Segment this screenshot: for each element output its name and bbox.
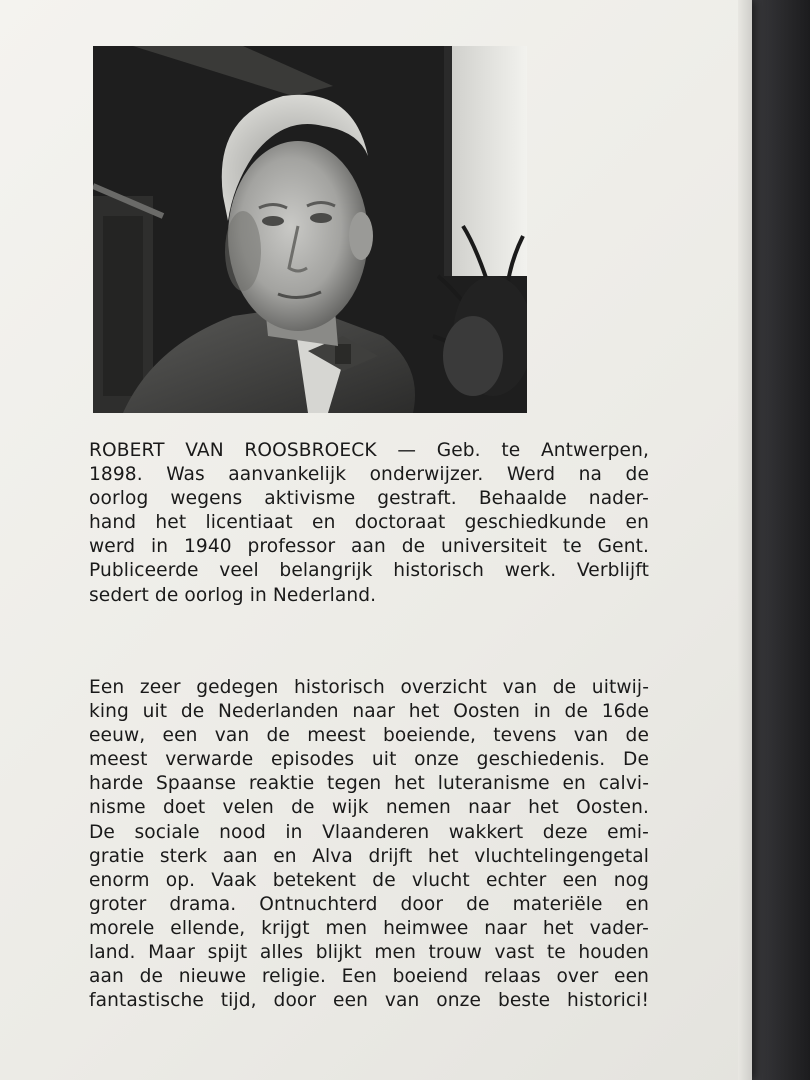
blurb-line: eeuw, een van de meest boeiende, tevens van de [89,725,649,747]
bio-line: werd in 1940 professor aan de universiteit te Gent. [89,536,649,558]
author-photo [93,46,527,413]
blurb-line: meest verwarde episodes uit onze geschiedenis. De [89,749,649,771]
bio-line: hand het licentiaat en doctoraat geschiedkunde en [89,512,649,534]
background-surface [750,0,810,1080]
blurb-line: king uit de Nederlanden naar het Oosten in de 16de [89,701,649,723]
bio-line: oorlog wegens aktivisme gestraft. Behaalde nader- [89,488,649,510]
blurb-line: fantastische tijd, door een van onze beste historici! [89,990,649,1012]
page-edge [738,0,752,1080]
bio-line: sedert de oorlog in Nederland. [89,584,377,606]
blurb-line: Een zeer gedegen historisch overzicht van de uitwij- [89,677,649,698]
author-biography [89,439,649,608]
blurb-line: harde Spaanse reaktie tegen het luteranisme en calvi- [89,773,649,795]
bio-line: ROBERT VAN ROOSBROECK — Geb. te Antwerpen, [89,440,649,461]
blurb-line: nisme doet velen de wijk nemen naar het Oosten. [89,797,649,819]
bio-line: 1898. Was aanvankelijk onderwijzer. Werd na de [89,464,649,486]
blurb-line: land. Maar spijt alles blijkt men trouw vast te houden [89,942,649,964]
blurb-line: morele ellende, krijgt men heimwee naar het vader- [89,917,649,939]
blurb-line: groter drama. Ontnuchterd door de materiële en [89,893,649,915]
blurb-line: enorm op. Vaak betekent de vlucht echter een nog [89,869,649,891]
blurb-line: aan de nieuwe religie. Een boeiend relaas over een [89,966,649,988]
bio-line: Publiceerde veel belangrijk historisch werk. Verblijft [89,560,649,582]
blurb-line: De sociale nood in Vlaanderen wakkert deze emi- [89,821,649,843]
blurb-line: gratie sterk aan en Alva drijft het vluchtelingengetal [89,845,649,867]
book-blurb [89,676,649,1013]
